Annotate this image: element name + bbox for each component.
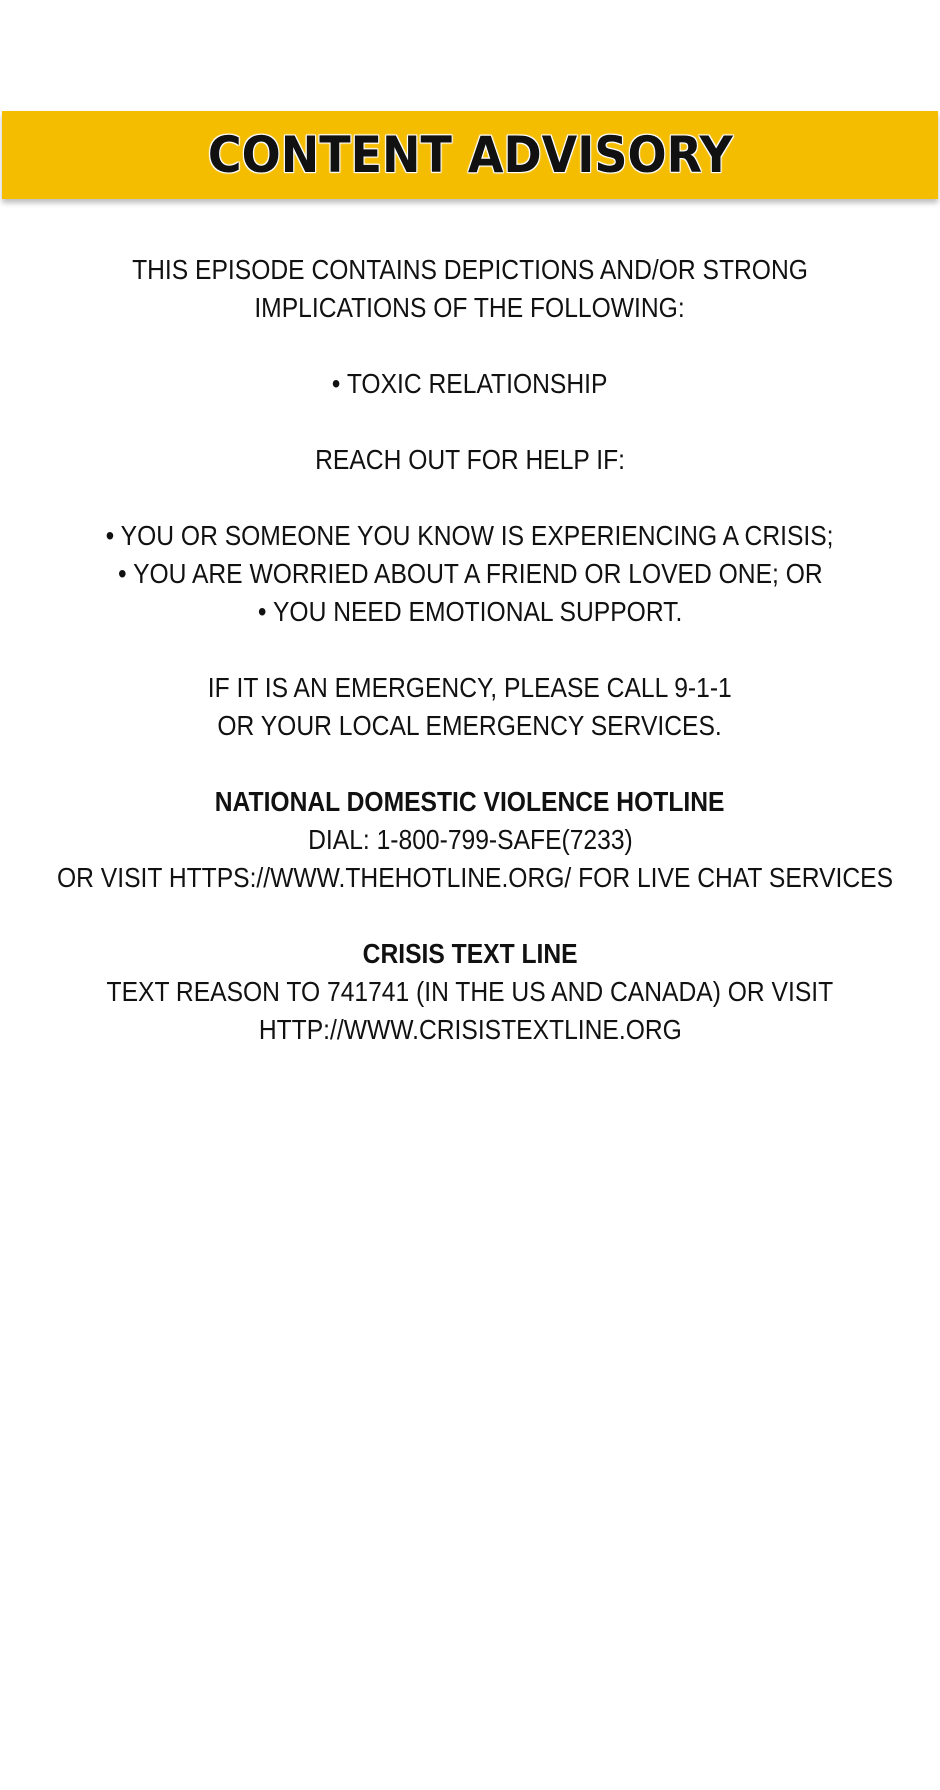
text-line-name: CRISIS TEXT LINE (362, 938, 578, 969)
emergency-line-2: OR YOUR LOCAL EMERGENCY SERVICES. (217, 710, 723, 741)
text-line-url[interactable]: HTTP://WWW.CRISISTEXTLINE.ORG (258, 1014, 682, 1045)
help-item-crisis: • YOU OR SOMEONE YOU KNOW IS EXPERIENCING A CRISIS; (106, 520, 834, 551)
hotline-visit-link[interactable]: OR VISIT HTTPS://WWW.THEHOTLINE.ORG/ FOR LIVE CHAT SERVICES (57, 862, 894, 893)
intro-line-1: THIS EPISODE CONTAINS DEPICTIONS AND/OR STRONG (132, 254, 808, 285)
help-heading: REACH OUT FOR HELP IF: (315, 444, 625, 475)
help-item-support: • YOU NEED EMOTIONAL SUPPORT. (257, 596, 683, 627)
advisory-content (0, 251, 940, 1049)
intro-line-2: IMPLICATIONS OF THE FOLLOWING: (254, 292, 686, 323)
help-item-worried: • YOU ARE WORRIED ABOUT A FRIEND OR LOVED ONE; OR (117, 558, 823, 589)
emergency-line-1: IF IT IS AN EMERGENCY, PLEASE CALL 9-1-1 (207, 672, 733, 703)
hotline-name: NATIONAL DOMESTIC VIOLENCE HOTLINE (215, 786, 725, 817)
banner-title: CONTENT ADVISORY (207, 126, 733, 184)
topic-item: • TOXIC RELATIONSHIP (332, 368, 608, 399)
text-line-instructions: TEXT REASON TO 741741 (IN THE US AND CANADA) OR VISIT (106, 976, 834, 1007)
hotline-dial: DIAL: 1-800-799-SAFE(7233) (307, 824, 633, 855)
content-advisory-banner (2, 111, 938, 199)
